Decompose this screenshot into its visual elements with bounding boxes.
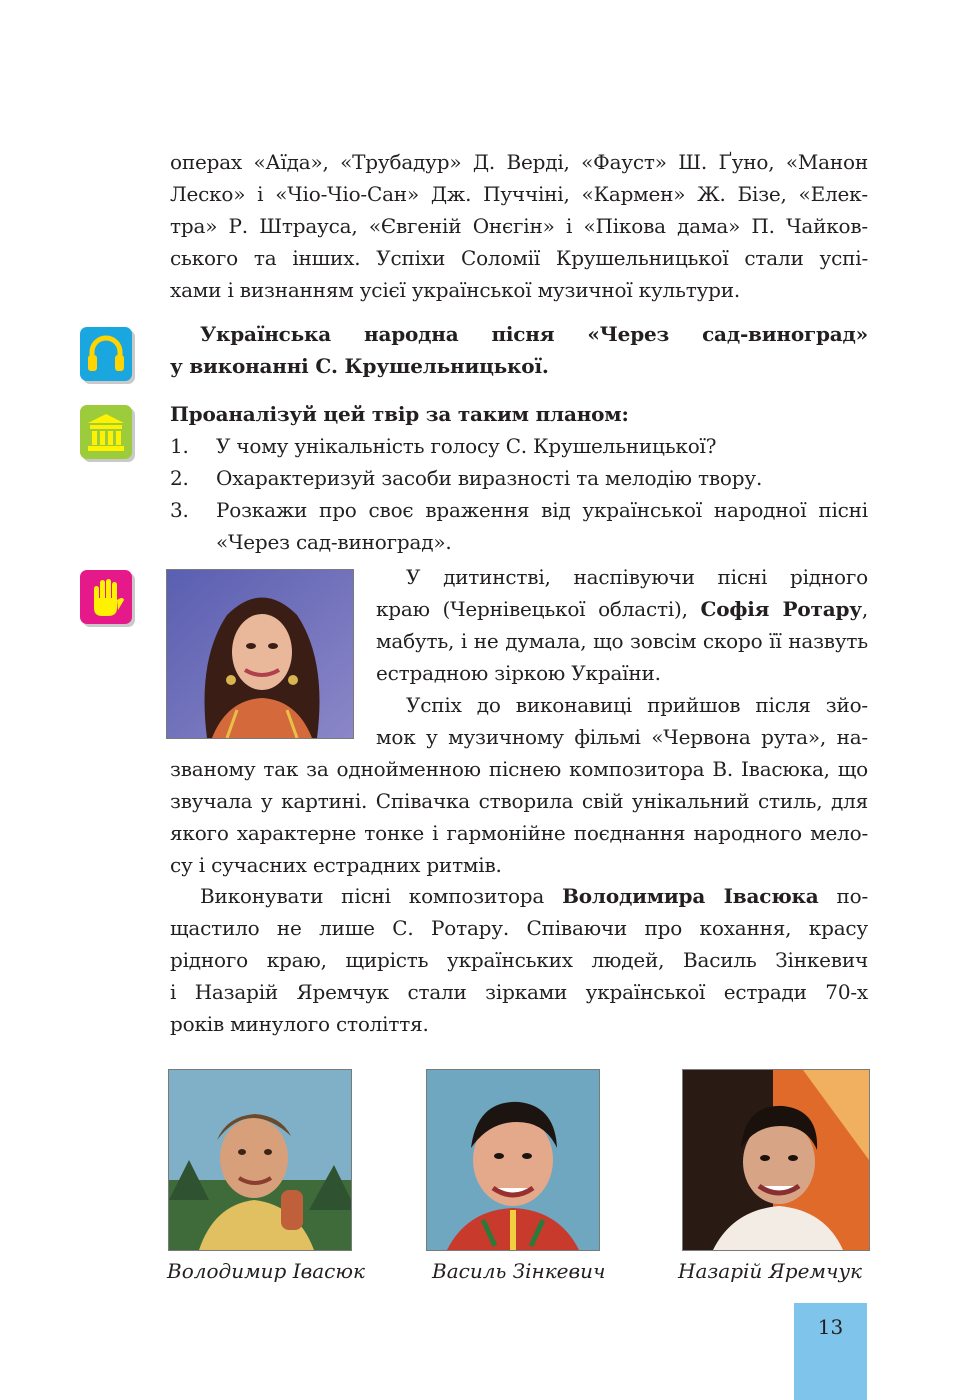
- text-line: і Назарій Яремчук стали зірками української естради 70-х: [170, 980, 868, 1004]
- text-line: [170, 880, 868, 912]
- text-line: су і сучасних естрадних ритмів.: [170, 853, 502, 877]
- rotaru-paragraph-bottom: [170, 753, 868, 881]
- list-text: Охарактеризуй засоби виразності та мелодію твору.: [216, 466, 763, 490]
- text-line: Успіх до виконавиці прийшов після зйо-: [406, 693, 868, 717]
- text-line: [376, 593, 868, 625]
- list-number: 3.: [170, 498, 189, 522]
- text-line: Леско» і «Чіо-Чіо-Сан» Дж. Пуччіні, «Кармен» Ж. Бізе, «Елек-: [170, 182, 868, 206]
- text-line: якого характерне тонке і гармонійне поєднання народного мело-: [170, 821, 868, 845]
- plan-list: [170, 430, 868, 558]
- analysis-plan: [170, 398, 868, 558]
- caption-zinkevych: Василь Зінкевич: [432, 1259, 606, 1283]
- list-number: 1.: [170, 434, 189, 458]
- museum-icon: [80, 405, 132, 459]
- text-line: тра» Р. Штрауса, «Євгеній Онєгін» і «Пікова дама» П. Чайков-: [170, 214, 868, 238]
- list-text: У чому унікальність голосу С. Крушельницької?: [216, 434, 717, 458]
- page-number-tab: [794, 1303, 867, 1400]
- text-line: естрадною зіркою України.: [376, 661, 661, 685]
- list-text: Розкажи про своє враження від української народної пісні: [216, 498, 868, 522]
- intro-paragraph: [170, 146, 868, 306]
- list-number: 2.: [170, 466, 189, 490]
- yaremchuk-photo: [682, 1069, 870, 1251]
- plan-heading: Проаналізуй цей твір за таким планом:: [170, 402, 629, 426]
- text-segment: Виконувати пісні композитора: [200, 884, 563, 908]
- text-line: рідного краю, щирість українських людей, Василь Зінкевич: [170, 948, 868, 972]
- caption-ivasiuk: Володимир Івасюк: [167, 1259, 365, 1283]
- ivasiuk-photo: [168, 1069, 352, 1251]
- caption-yaremchuk: Назарій Яремчук: [678, 1259, 862, 1283]
- name-rotaru: Софія Ротару: [700, 597, 862, 621]
- text-line: звучала у картині. Співачка створила свій унікальний стиль, для: [170, 789, 868, 813]
- text-line: ського та інших. Успіхи Соломії Крушельницької стали успі-: [170, 246, 868, 270]
- sofia-rotaru-photo: [166, 569, 354, 739]
- text-line: років минулого століття.: [170, 1012, 429, 1036]
- ivasiuk-paragraph: [170, 880, 868, 1040]
- zinkevych-photo: [426, 1069, 600, 1251]
- text-segment: краю (Чернівецької області),: [376, 597, 701, 621]
- text-line: щастило не лише С. Ротару. Співаючи про кохання, красу: [170, 916, 868, 940]
- listening-task: [170, 318, 868, 382]
- text-line: У дитинстві, наспівуючи пісні рідного: [406, 565, 868, 589]
- text-line: хами і визнанням усієї української музичної культури.: [170, 278, 741, 302]
- rotaru-paragraph-top: [376, 561, 868, 753]
- name-ivasiuk: Володимира Івасюка: [562, 884, 819, 908]
- list-item: [170, 462, 868, 494]
- headphones-icon: [80, 327, 132, 381]
- hand-icon: [80, 570, 132, 624]
- list-item: [170, 494, 868, 558]
- text-line: операх «Аїда», «Трубадур» Д. Верді, «Фауст» Ш. Ґуно, «Манон: [170, 150, 868, 174]
- text-line: мабуть, і не думала, що зовсім скоро її назвуть: [376, 629, 868, 653]
- list-item: [170, 430, 868, 462]
- page-number: 13: [817, 1315, 844, 1339]
- list-text: «Через сад-виноград».: [216, 530, 452, 554]
- text-line: Українська народна пісня «Через сад-виноград»: [200, 322, 868, 346]
- text-segment: ,: [861, 597, 869, 621]
- text-line: у виконанні С. Крушельницької.: [170, 354, 549, 378]
- text-line: мок у музичному фільмі «Червона рута», на-: [376, 725, 868, 749]
- text-segment: по-: [818, 884, 869, 908]
- text-line: званому так за однойменною піснею композитора В. Івасюка, що: [170, 757, 868, 781]
